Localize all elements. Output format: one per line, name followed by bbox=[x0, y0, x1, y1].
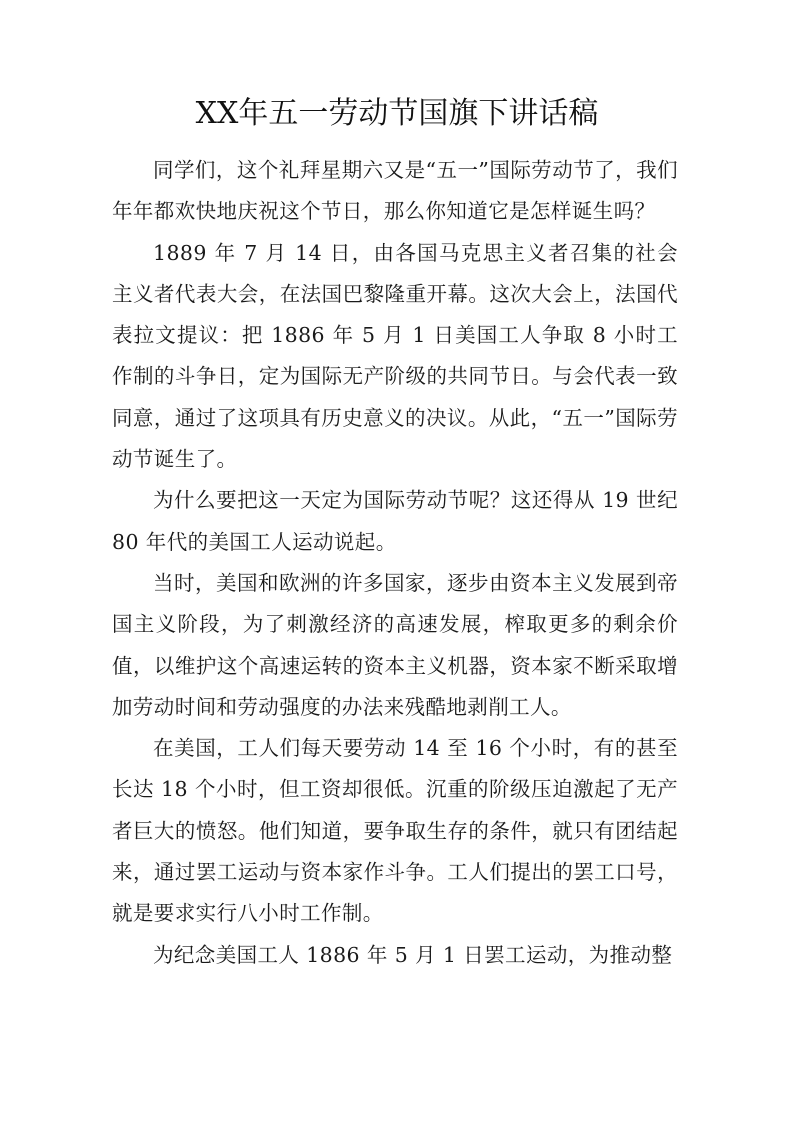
paragraph-3: 为什么要把这一天定为国际劳动节呢？这还得从 19 世纪 80 年代的美国工人运动说起。 bbox=[112, 488, 678, 554]
document-body bbox=[112, 150, 678, 976]
paragraph-6: 为纪念美国工人 1886 年 5 月 1 日罢工运动，为推动整 bbox=[153, 942, 673, 967]
paragraph-1: 同学们，这个礼拜星期六又是“五一”国际劳动节了，我们年年都欢快地庆祝这个节日，那么你知道它是怎样诞生吗？ bbox=[112, 158, 678, 224]
paragraph-4: 当时，美国和欧洲的许多国家，逐步由资本主义发展到帝国主义阶段，为了刺激经济的高速发展，榨取更多的剩余价值，以维护这个高速运转的资本主义机器，资本家不断采取增加劳动时间和劳动强度的办法来残酷地剥削工人。 bbox=[112, 570, 678, 719]
document-title: XX年五一劳动节国旗下讲话稿 bbox=[195, 96, 599, 131]
paragraph-2: 1889 年 7 月 14 日，由各国马克思主义者召集的社会主义者代表大会，在法国巴黎隆重开幕。这次大会上，法国代表拉文提议：把 1886 年 5 月 1 日美国工人争取 8 小时工作制的斗争日，定为国际无产阶级的共同节日。与会代表一致同意，通过了这项具有历史意义的决议。从此，“五一”国际劳动节诞生了。 bbox=[112, 240, 678, 472]
paragraph-5: 在美国，工人们每天要劳动 14 至 16 个小时，有的甚至长达 18 个小时，但工资却很低。沉重的阶级压迫激起了无产者巨大的愤怒。他们知道，要争取生存的条件，就只有团结起来，通过罢工运动与资本家作斗争。工人们提出的罢工口号，就是要求实行八小时工作制。 bbox=[112, 736, 678, 926]
